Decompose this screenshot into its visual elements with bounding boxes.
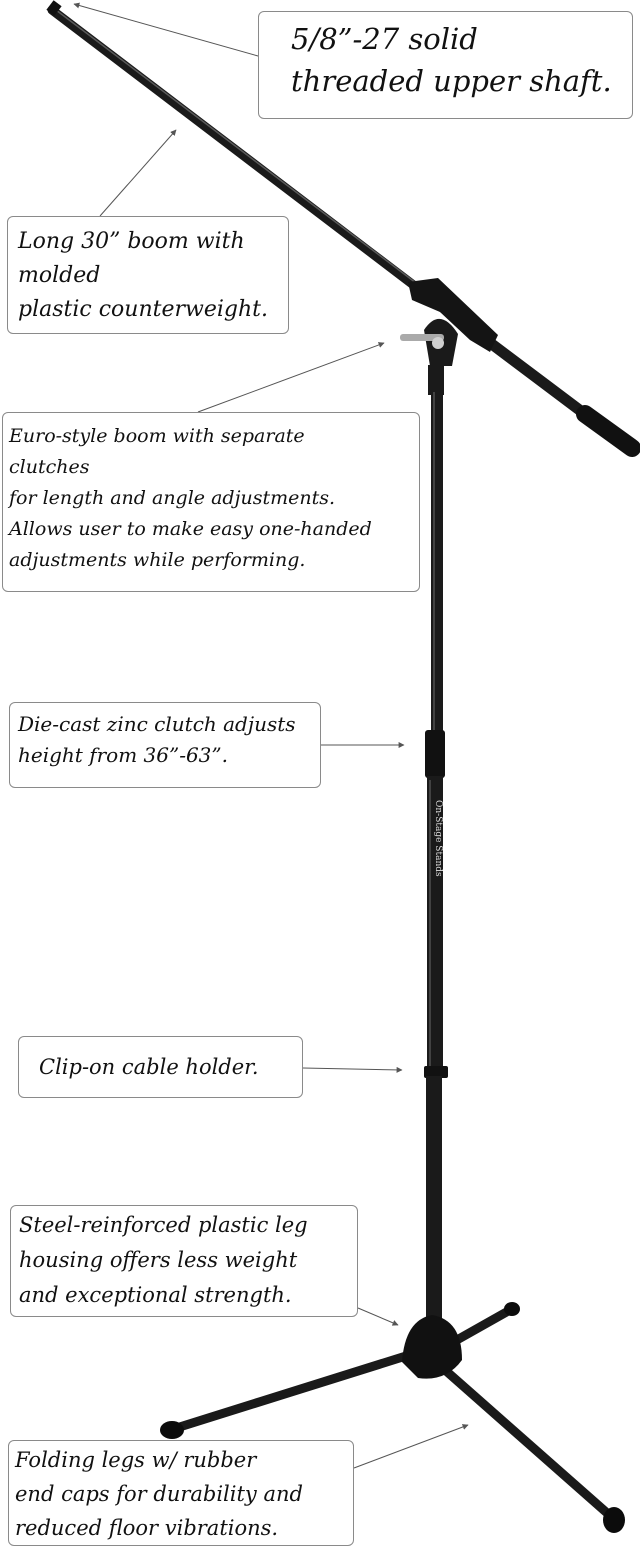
callout-text: Euro-style boom with separate — [9, 425, 305, 447]
callout-leg-housing — [10, 1205, 358, 1317]
callout-text: plastic counterweight. — [18, 297, 268, 322]
leg-left — [170, 1350, 425, 1430]
boom-clutch — [400, 278, 498, 366]
callout-text: end caps for durability and — [15, 1482, 303, 1506]
callout-boom — [7, 216, 289, 334]
height-clutch — [425, 730, 445, 778]
callout-text: Allows user to make easy one-handed — [9, 518, 372, 540]
rubber-end-cap — [504, 1302, 520, 1316]
callout-euro-boom — [2, 412, 420, 592]
counterweight — [585, 414, 632, 448]
callout-text: for length and angle adjustments. — [9, 487, 336, 509]
callout-folding-legs — [8, 1440, 354, 1546]
callout-text: Folding legs w/ rubber — [15, 1448, 257, 1472]
leader-euro — [198, 343, 384, 412]
brand-label: On-Stage Stands — [433, 800, 443, 877]
callout-text: height from 36”-63”. — [18, 743, 228, 767]
callout-text: Clip-on cable holder. — [39, 1055, 259, 1079]
leg-right — [445, 1370, 615, 1520]
leader-legs — [354, 1425, 468, 1468]
callout-text: housing offers less weight — [19, 1248, 298, 1272]
leader-cable — [303, 1068, 402, 1070]
leg-housing — [402, 1315, 462, 1379]
callout-text: 5/8”-27 solid — [291, 22, 478, 56]
leader-steel — [358, 1308, 398, 1325]
callout-text: Die-cast zinc clutch adjusts — [18, 712, 296, 736]
rubber-end-cap — [160, 1421, 184, 1439]
callout-text: reduced floor vibrations. — [15, 1516, 279, 1540]
leader-boom — [100, 130, 176, 216]
callout-text: clutches — [9, 456, 90, 478]
rubber-end-cap — [603, 1507, 625, 1533]
callout-upper-shaft — [258, 11, 633, 119]
callout-cable-holder — [18, 1036, 303, 1098]
vertical-shaft — [424, 365, 448, 1326]
callout-text: and exceptional strength. — [19, 1283, 292, 1307]
callout-text: molded — [18, 263, 101, 288]
callout-height-clutch — [9, 702, 321, 788]
callout-text: Long 30” boom with — [18, 229, 245, 254]
callout-text: Steel-reinforced plastic leg — [19, 1213, 308, 1237]
callout-text: threaded upper shaft. — [291, 64, 612, 98]
callout-text: adjustments while performing. — [9, 549, 306, 571]
